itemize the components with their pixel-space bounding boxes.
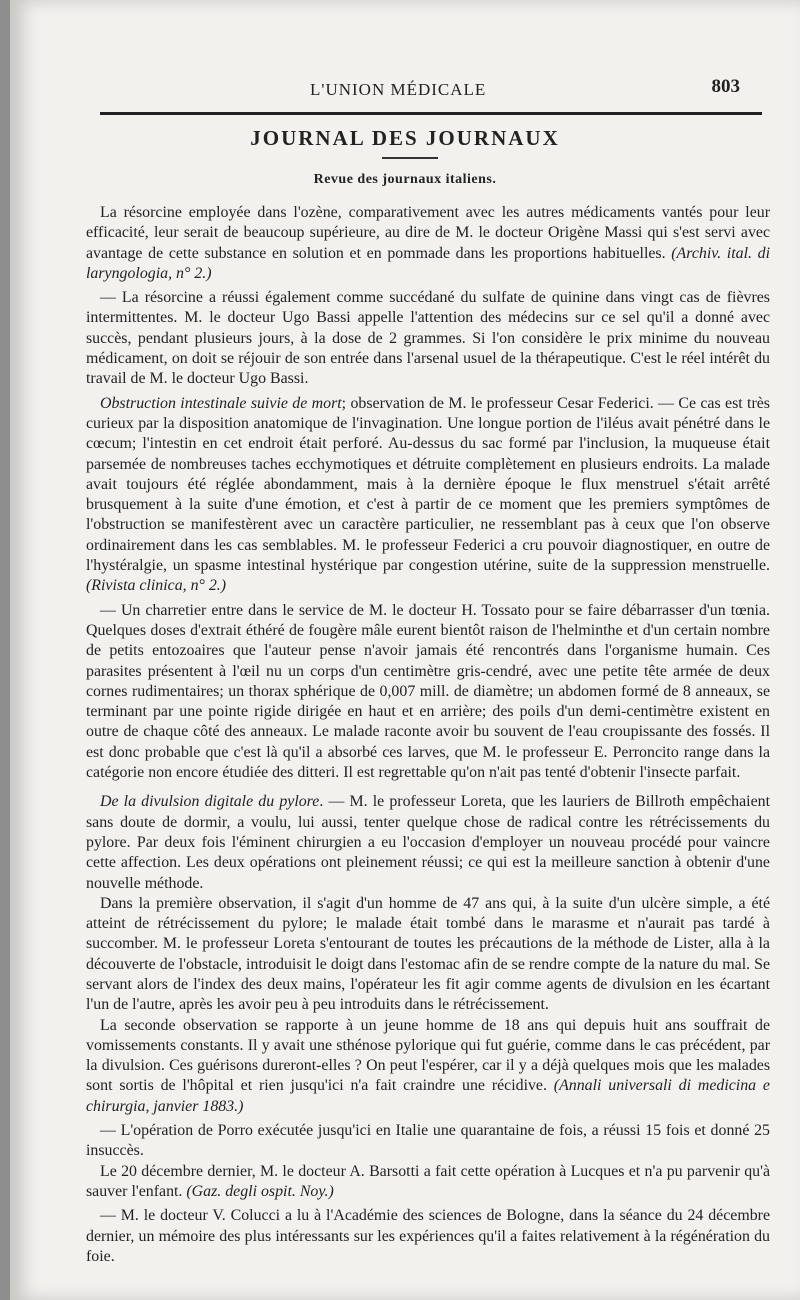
article-body bbox=[86, 203, 770, 1267]
paragraph-source: (Archiv. ital. di laryngologia, n° 2.) bbox=[86, 244, 770, 282]
paragraph-premiere-observation bbox=[86, 894, 770, 1016]
title-divider bbox=[382, 157, 438, 159]
paragraph-text: Le 20 décembre dernier, M. le docteur A. Barsotti a fait cette opération à Lucques et n'a pu parvenir qu'à sauver l'enfant. bbox=[86, 1162, 770, 1200]
paragraph-obstruction-intestinale bbox=[86, 394, 770, 597]
paragraph-lead: De la divulsion digitale du pylore bbox=[100, 793, 320, 811]
paragraph-lead: Obstruction intestinale suivie de mort bbox=[100, 394, 342, 412]
paragraph-text: . — M. le professeur Loreta, que les lauriers de Billroth empêchaient sans doute de dormir, a voulu, lui aussi, tenter quelque chose de radical contre les rétrécissements du pylore. Par deux fois l'éminent chirurgien a eu l'occasion d'employer un nouveau procédé pour vaincre cette affection. Les deux opérations ont pleinement réussi; ce qui est la meilleure sanction à obtenir d'une nouvelle méthode. bbox=[86, 793, 770, 892]
paragraph-resorcine-fievres bbox=[86, 288, 770, 389]
section-title: JOURNAL DES JOURNAUX bbox=[250, 126, 560, 150]
paragraph-source: (Rivista clinica, n° 2.) bbox=[86, 577, 227, 595]
paragraph-text: — La résorcine a réussi également comme succédané du sulfate de quinine dans vingt cas de fièvres intermittentes. M. le docteur Ugo Bassi appelle l'attention des médecins sur ce sel qu'il a donné avec succès, pendant plusieurs jours, à la dose de 2 grammes. Si l'on considère le prix minime du nouveau médicament, on doit se réjouir de son entrée dans l'arsenal usuel de la thérapeutique. C'est le réel intérêt du travail de M. le docteur Ugo Bassi. bbox=[86, 289, 770, 388]
paragraph-source: (Annali universali di medicina e chirurgia, janvier 1883.) bbox=[86, 1077, 770, 1115]
paragraph-source: (Gaz. degli ospit. Noy.) bbox=[186, 1182, 334, 1200]
journal-page bbox=[10, 0, 800, 1300]
paragraph-text: — M. le docteur V. Colucci a lu à l'Académie des sciences de Bologne, dans la séance du 24 décembre dernier, un mémoire des plus intéressants sur les expériences qu'il a faites relativement à la régénération du foie. bbox=[86, 1207, 770, 1265]
paragraph-text: — L'opération de Porro exécutée jusqu'ici en Italie une quarantaine de fois, a réussi 15 fois et donné 25 insuccès. bbox=[86, 1122, 770, 1160]
paragraph-barsotti bbox=[86, 1162, 770, 1203]
paragraph-divulsion-pylore bbox=[86, 792, 770, 893]
page-number: 803 bbox=[711, 76, 740, 97]
paragraph-colucci bbox=[86, 1206, 770, 1267]
header-rule bbox=[100, 112, 762, 115]
paragraph-charretier-tonia bbox=[86, 601, 770, 784]
running-title: L'UNION MÉDICALE bbox=[310, 80, 487, 99]
paragraph-text: ; observation de M. le professeur Cesar Federici. — Ce cas est très curieux par la disposition anatomique de l'invagination. Une longue portion de l'iléus avait pénétré dans le cœcum; l'intestin en cet endroit était perforé. Au-dessus du sac formé par l'inclusion, la muqueuse était parsemée de nombreuses taches ecchymotiques et détruite complètement en plusieurs endroits. La malade avait toujours été réglée abondamment, mais à la dernière époque le flux menstruel s'était arrêté brusquement à la suite d'une émotion, et c'est à partir de ce moment que les premiers symptômes de l'obstruction se manifestèrent avec un caractère particulier, ne ressemblant pas à ceux que l'on observe ordinairement dans les cas semblables. M. le professeur Federici a cru pouvoir diagnostiquer, en outre de l'hystéralgie, un spasme intestinal hystérique par congestion utérine, suite de la suppression menstruelle. bbox=[86, 394, 770, 575]
subsection-title: Revue des journaux italiens. bbox=[313, 172, 497, 187]
paragraph-resorcine-ozene bbox=[86, 203, 770, 284]
paragraph-seconde-observation bbox=[86, 1016, 770, 1117]
paragraph-text: — Un charretier entre dans le service de M. le docteur H. Tossato pour se faire débarrasser d'un tœnia. Quelques doses d'extrait éthéré de fougère mâle eurent bientôt raison de l'helminthe et d'un certain nombre de petits entozoaires que l'auteur pense n'avoir jamais été rencontrés dans l'organisme humain. Ces parasites présentent à l'œil nu un corps d'un centimètre gris-cendré, avec une petite tête armée de deux cornes rudimentaires; un thorax sphérique de 0,007 mill. de diamètre; un abdomen formé de 8 anneaux, se terminant par une pointe rigide dirigée en haut et en arrière; des poils d'un demi-centimètre existent en outre de chaque côté des anneaux. Le malade raconte avoir bu souvent de l'eau croupissante des fossés. Il est donc probable que c'est là qu'il a absorbé ces larves, que M. le professeur E. Perroncito range dans la catégorie non encore étudiée des ditteri. Il est regrettable qu'on n'ait pas tenté d'obtenir l'insecte parfait. bbox=[86, 601, 770, 782]
paragraph-text: La seconde observation se rapporte à un jeune homme de 18 ans qui depuis huit ans souffrait de vomissements constants. Il y avait une sthénose pylorique qui fut guérie, comme dans le cas précédent, par la divulsion. Ces guérisons dureront-elles ? On peut l'espérer, car il y a déjà quelques mois que les malades sont sortis de l'hôpital et rien jusqu'ici n'a fait craindre une récidive. bbox=[86, 1016, 770, 1095]
page-header bbox=[80, 76, 740, 106]
paragraph-text: La résorcine employée dans l'ozène, comparativement avec les autres médicaments vantés pour leur efficacité, leur serait de beaucoup supérieure, au dire de M. le docteur Origène Massi qui s'est servi avec avantage de cette substance en solution et en pommade dans les proportions habituelles. bbox=[86, 204, 770, 262]
paragraph-porro bbox=[86, 1121, 770, 1162]
paragraph-text: Dans la première observation, il s'agit d'un homme de 47 ans qui, à la suite d'un ulcère simple, a été atteint de rétrécissement du pylore; le malade était tombé dans le marasme et n'aurait pas tardé à succomber. M. le professeur Loreta s'entourant de toutes les précautions de la méthode de Lister, alla à la découverte de l'obstacle, introduisit le doigt dans l'estomac afin de se rendre compte de la nature du mal. Se servant alors de l'index des deux mains, l'opérateur les fit agir comme agents de divulsion en les écartant l'un de l'autre, après les avoir peu à peu introduits dans le rétrécissement. bbox=[86, 894, 770, 1014]
